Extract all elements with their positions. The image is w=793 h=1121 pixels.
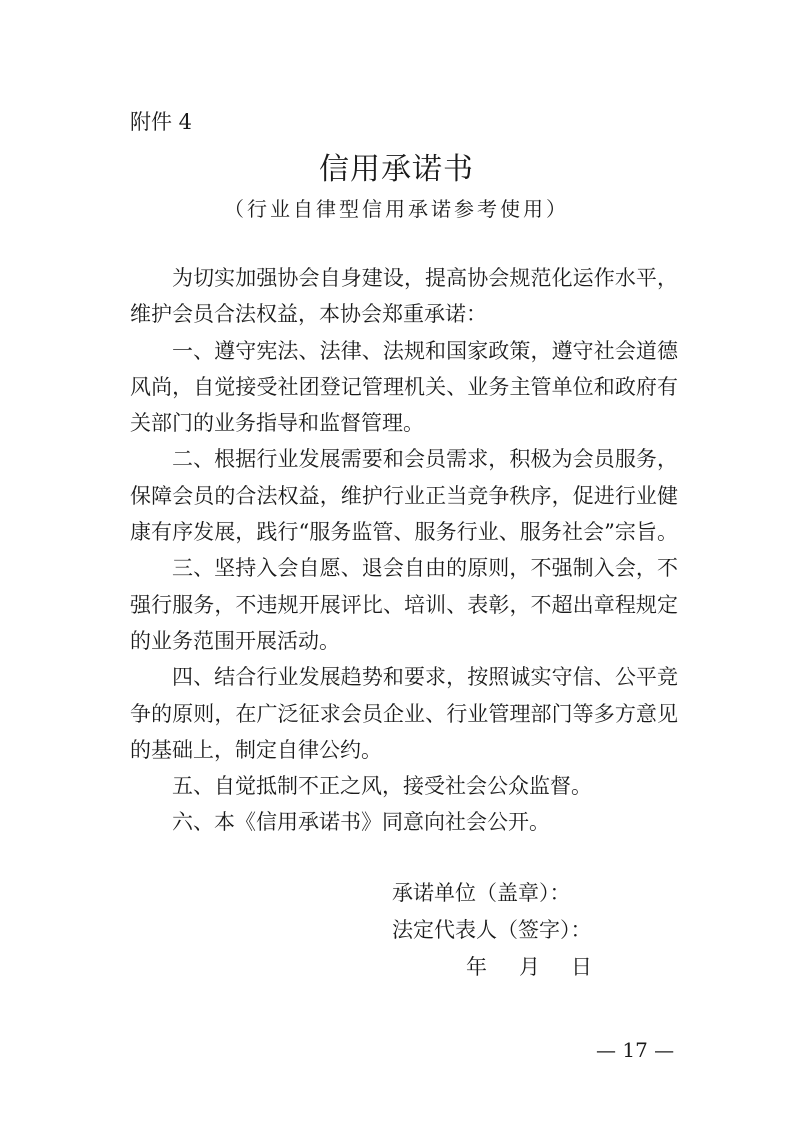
signature-unit: 承诺单位（盖章）： <box>392 881 571 905</box>
paragraph-line: 四、结合行业发展趋势和要求，按照诚实守信、公平竞 <box>172 665 678 690</box>
paragraph-line: 强行服务，不违规开展评比、培训、表彰，不超出章程规定 <box>130 592 678 617</box>
date-year: 年 <box>466 955 487 979</box>
document-body <box>130 260 678 841</box>
paragraph-line: 三、坚持入会自愿、退会自由的原则，不强制入会，不 <box>172 556 678 581</box>
paragraph-line: 二、根据行业发展需要和会员需求，积极为会员服务， <box>172 447 678 472</box>
paragraph-line: 的基础上，制定自律公约。 <box>130 737 382 762</box>
paragraph-line: 一、遵守宪法、法律、法规和国家政策，遵守社会道德 <box>172 338 678 363</box>
paragraph-line: 争的原则，在广泛征求会员企业、行业管理部门等多方意见 <box>130 701 678 726</box>
date-day: 日 <box>571 955 592 979</box>
paragraph-line: 康有序发展，践行“服务监管、服务行业、服务社会”宗旨。 <box>130 520 678 545</box>
attachment-label: 附件 4 <box>130 110 193 134</box>
paragraph-line: 风尚，自觉接受社团登记管理机关、业务主管单位和政府有 <box>130 374 678 399</box>
paragraph-line: 六、本《信用承诺书》同意向社会公开。 <box>172 810 550 835</box>
document-subtitle: （行业自律型信用承诺参考使用） <box>224 197 569 221</box>
paragraph-line: 五、自觉抵制不正之风，接受社会公众监督。 <box>172 774 592 799</box>
signature-representative: 法定代表人（签字）： <box>392 918 592 942</box>
page-number: — 17 — <box>596 1038 675 1062</box>
document-title: 信用承诺书 <box>319 152 474 187</box>
date-month: 月 <box>519 955 540 979</box>
paragraph-line: 为切实加强协会自身建设，提高协会规范化运作水平， <box>172 266 678 290</box>
paragraph-line: 维护会员合法权益，本协会郑重承诺： <box>130 302 487 327</box>
paragraph-line: 保障会员的合法权益，维护行业正当竞争秩序，促进行业健 <box>130 483 678 508</box>
paragraph-line: 的业务范围开展活动。 <box>130 628 340 653</box>
paragraph-line: 关部门的业务指导和监督管理。 <box>130 411 424 436</box>
